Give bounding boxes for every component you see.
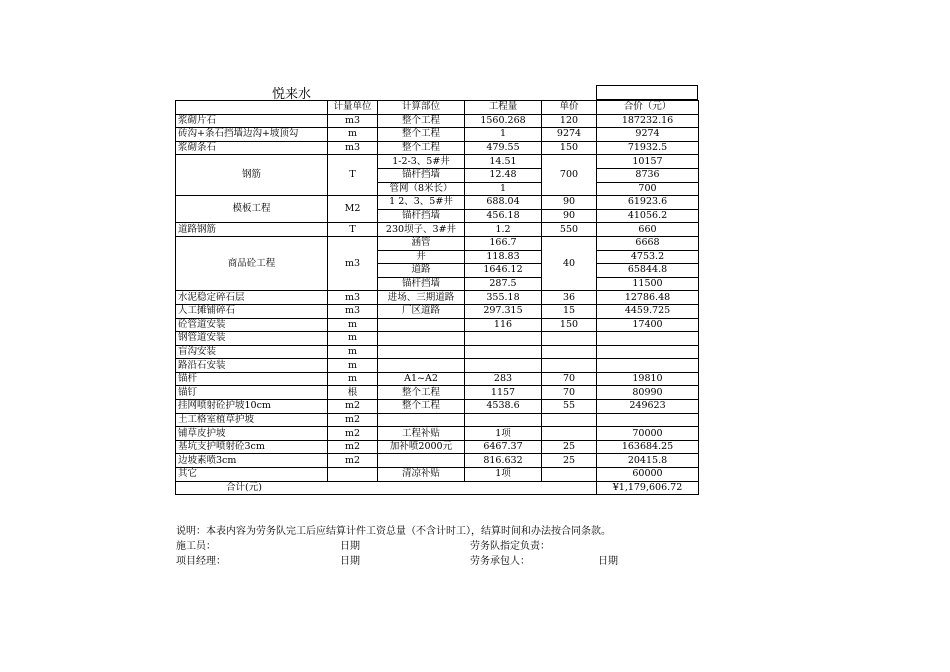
header-cell: 计量单位 xyxy=(328,101,378,115)
sum-label-cell: 合计(元) xyxy=(176,481,597,495)
item-name-cell: 基坑支护喷射砼3cm xyxy=(176,440,328,454)
footer-date-label-3: 日期 xyxy=(598,556,618,567)
unit-cell: m xyxy=(328,332,378,346)
part-cell: 整个工程 xyxy=(378,400,465,414)
part-cell: 管网（8米长） xyxy=(378,182,465,196)
qty-cell: 14.51 xyxy=(465,155,542,169)
part-cell: 工程补贴 xyxy=(378,427,465,441)
total-cell: 8736 xyxy=(597,168,699,182)
part-cell: 加补喷2000元 xyxy=(378,440,465,454)
unit-cell: m2 xyxy=(328,413,378,427)
unit-cell: m3 xyxy=(328,114,378,128)
price-cell: 55 xyxy=(542,400,597,414)
price-cell xyxy=(542,332,597,346)
price-cell: 700 xyxy=(542,155,597,196)
part-cell: 1 2、3、5#井 xyxy=(378,196,465,210)
table-row xyxy=(176,427,699,441)
total-cell: 187232.16 xyxy=(597,114,699,128)
price-cell: 150 xyxy=(542,141,597,155)
total-cell: 17400 xyxy=(597,318,699,332)
item-name-cell: 模板工程 xyxy=(176,196,328,223)
table-row xyxy=(176,155,699,169)
total-cell: 65844.8 xyxy=(597,264,699,278)
price-cell: 120 xyxy=(542,114,597,128)
price-cell: 150 xyxy=(542,318,597,332)
total-cell xyxy=(597,359,699,373)
table-row xyxy=(176,304,699,318)
part-cell xyxy=(378,359,465,373)
footer-date-label-2: 日期 xyxy=(340,556,360,567)
header-cell xyxy=(176,101,328,115)
qty-cell xyxy=(465,359,542,373)
settlement-table xyxy=(175,100,699,495)
qty-cell xyxy=(465,413,542,427)
total-cell: 4459.725 xyxy=(597,304,699,318)
part-cell: 进场、三期道路 xyxy=(378,291,465,305)
total-cell xyxy=(597,345,699,359)
unit-cell: m2 xyxy=(328,427,378,441)
total-cell: 12786.48 xyxy=(597,291,699,305)
part-cell: 锚杆挡墙 xyxy=(378,277,465,291)
table-row xyxy=(176,332,699,346)
price-cell xyxy=(542,345,597,359)
part-cell: 1-2-3、5#井 xyxy=(378,155,465,169)
item-name-cell: 盲沟安装 xyxy=(176,345,328,359)
item-name-cell: 人工摊铺碎石 xyxy=(176,304,328,318)
table-row xyxy=(176,291,699,305)
item-name-cell: 砖沟+条石挡墙边沟+坡顶勾 xyxy=(176,128,328,142)
unit-cell: m3 xyxy=(328,141,378,155)
qty-cell: 1 xyxy=(465,128,542,142)
item-name-cell: 水泥稳定碎石层 xyxy=(176,291,328,305)
qty-cell: 12.48 xyxy=(465,168,542,182)
qty-cell: 116 xyxy=(465,318,542,332)
part-cell: 整个工程 xyxy=(378,386,465,400)
qty-cell: 1646.12 xyxy=(465,264,542,278)
total-cell: 10157 xyxy=(597,155,699,169)
price-cell: 550 xyxy=(542,223,597,237)
item-name-cell: 边坡素喷3cm xyxy=(176,454,328,468)
part-cell: 道路 xyxy=(378,264,465,278)
part-cell xyxy=(378,454,465,468)
qty-cell: 1560.268 xyxy=(465,114,542,128)
total-cell: 41056.2 xyxy=(597,209,699,223)
header-cell: 单价 xyxy=(542,101,597,115)
unit-cell: m2 xyxy=(328,440,378,454)
unit-cell xyxy=(328,468,378,482)
price-cell: 70 xyxy=(542,386,597,400)
sum-row xyxy=(176,481,699,495)
total-cell xyxy=(597,332,699,346)
unit-cell: T xyxy=(328,223,378,237)
item-name-cell: 挂网喷射砼护坡10cm xyxy=(176,400,328,414)
item-name-cell: 浆砌片石 xyxy=(176,114,328,128)
qty-cell: 4538.6 xyxy=(465,400,542,414)
unit-cell: m xyxy=(328,318,378,332)
price-cell: 90 xyxy=(542,209,597,223)
total-cell: 20415.8 xyxy=(597,454,699,468)
item-name-cell: 商品砼工程 xyxy=(176,236,328,290)
unit-cell: m2 xyxy=(328,400,378,414)
part-cell: 涵管 xyxy=(378,236,465,250)
qty-cell xyxy=(465,345,542,359)
table-row xyxy=(176,372,699,386)
price-cell: 70 xyxy=(542,372,597,386)
table-row xyxy=(176,454,699,468)
unit-cell: M2 xyxy=(328,196,378,223)
table-row xyxy=(176,114,699,128)
table-row xyxy=(176,386,699,400)
price-cell: 40 xyxy=(542,236,597,290)
sum-total-cell: ¥1,179,606.72 xyxy=(597,481,699,495)
total-cell xyxy=(597,413,699,427)
qty-cell: 1项 xyxy=(465,468,542,482)
unit-cell: m xyxy=(328,128,378,142)
total-cell: 61923.6 xyxy=(597,196,699,210)
price-cell: 90 xyxy=(542,196,597,210)
table-body xyxy=(176,101,699,495)
footer-manager-label: 项目经理： xyxy=(176,556,226,567)
qty-cell: 6467.37 xyxy=(465,440,542,454)
qty-cell: 1项 xyxy=(465,427,542,441)
total-cell: 660 xyxy=(597,223,699,237)
part-cell: 锚杆挡墙 xyxy=(378,168,465,182)
item-name-cell: 锚钉 xyxy=(176,386,328,400)
item-name-cell: 砼管道安装 xyxy=(176,318,328,332)
price-cell xyxy=(542,413,597,427)
price-cell: 36 xyxy=(542,291,597,305)
header-cell: 合价（元） xyxy=(597,101,699,115)
total-cell: 4753.2 xyxy=(597,250,699,264)
qty-cell: 297.315 xyxy=(465,304,542,318)
table-row xyxy=(176,223,699,237)
part-cell: 整个工程 xyxy=(378,128,465,142)
footer-contractor-label: 劳务承包人： xyxy=(470,556,530,567)
unit-cell: m3 xyxy=(328,304,378,318)
table-row xyxy=(176,318,699,332)
item-name-cell: 路沿石安装 xyxy=(176,359,328,373)
qty-cell: 479.55 xyxy=(465,141,542,155)
header-cell: 计算部位 xyxy=(378,101,465,115)
footer-constructor-label: 施工员： xyxy=(176,541,216,552)
table-row xyxy=(176,359,699,373)
total-cell: 9274 xyxy=(597,128,699,142)
table-row xyxy=(176,236,699,250)
item-name-cell: 浆砌条石 xyxy=(176,141,328,155)
item-name-cell: 锚杆 xyxy=(176,372,328,386)
part-cell xyxy=(378,345,465,359)
price-cell: 25 xyxy=(542,454,597,468)
header-blank-cell xyxy=(596,85,698,100)
table-row xyxy=(176,196,699,210)
price-cell: 9274 xyxy=(542,128,597,142)
unit-cell: m xyxy=(328,359,378,373)
item-name-cell: 钢筋 xyxy=(176,155,328,196)
part-cell: 锚杆挡墙 xyxy=(378,209,465,223)
unit-cell: m3 xyxy=(328,291,378,305)
total-cell: 80990 xyxy=(597,386,699,400)
table-row xyxy=(176,440,699,454)
table-row xyxy=(176,141,699,155)
total-cell: 249623 xyxy=(597,400,699,414)
qty-cell: 118.83 xyxy=(465,250,542,264)
sheet-title: 悦来水 xyxy=(272,87,312,102)
table-row xyxy=(176,345,699,359)
table-row xyxy=(176,400,699,414)
table-row xyxy=(176,468,699,482)
price-cell xyxy=(542,427,597,441)
unit-cell: m3 xyxy=(328,236,378,290)
qty-cell: 688.04 xyxy=(465,196,542,210)
qty-cell: 355.18 xyxy=(465,291,542,305)
part-cell: 井 xyxy=(378,250,465,264)
qty-cell: 1 xyxy=(465,182,542,196)
part-cell: 230坝子、3#井 xyxy=(378,223,465,237)
item-name-cell: 铺草皮护坡 xyxy=(176,427,328,441)
part-cell: 整个工程 xyxy=(378,114,465,128)
qty-cell: 1.2 xyxy=(465,223,542,237)
unit-cell: m xyxy=(328,372,378,386)
part-cell: 厂区道路 xyxy=(378,304,465,318)
item-name-cell: 钢管道安装 xyxy=(176,332,328,346)
price-cell xyxy=(542,359,597,373)
total-cell: 19810 xyxy=(597,372,699,386)
qty-cell xyxy=(465,332,542,346)
footer-note: 说明：本表内容为劳务队完工后应结算计件工资总量（不含计时工），结算时间和办法按合同条款。 xyxy=(176,526,611,537)
unit-cell: m xyxy=(328,345,378,359)
part-cell xyxy=(378,332,465,346)
part-cell xyxy=(378,413,465,427)
item-name-cell: 道路钢筋 xyxy=(176,223,328,237)
part-cell: A1~A2 xyxy=(378,372,465,386)
total-cell: 11500 xyxy=(597,277,699,291)
price-cell xyxy=(542,468,597,482)
header-cell: 工程量 xyxy=(465,101,542,115)
footer-team-leader-label: 劳务队指定负责： xyxy=(470,541,550,552)
unit-cell: m2 xyxy=(328,454,378,468)
footer-date-label-1: 日期 xyxy=(340,541,360,552)
total-cell: 700 xyxy=(597,182,699,196)
part-cell: 整个工程 xyxy=(378,141,465,155)
total-cell: 71932.5 xyxy=(597,141,699,155)
total-cell: 60000 xyxy=(597,468,699,482)
qty-cell: 287.5 xyxy=(465,277,542,291)
header-row xyxy=(176,101,699,115)
price-cell: 15 xyxy=(542,304,597,318)
qty-cell: 456.18 xyxy=(465,209,542,223)
unit-cell: T xyxy=(328,155,378,196)
table-row xyxy=(176,128,699,142)
total-cell: 163684.25 xyxy=(597,440,699,454)
qty-cell: 1157 xyxy=(465,386,542,400)
total-cell: 6668 xyxy=(597,236,699,250)
unit-cell: 根 xyxy=(328,386,378,400)
qty-cell: 166.7 xyxy=(465,236,542,250)
qty-cell: 283 xyxy=(465,372,542,386)
item-name-cell: 其它 xyxy=(176,468,328,482)
qty-cell: 816.632 xyxy=(465,454,542,468)
total-cell: 70000 xyxy=(597,427,699,441)
item-name-cell: 土工格室植草护坡 xyxy=(176,413,328,427)
table-row xyxy=(176,413,699,427)
price-cell: 25 xyxy=(542,440,597,454)
part-cell xyxy=(378,318,465,332)
part-cell: 清凉补贴 xyxy=(378,468,465,482)
